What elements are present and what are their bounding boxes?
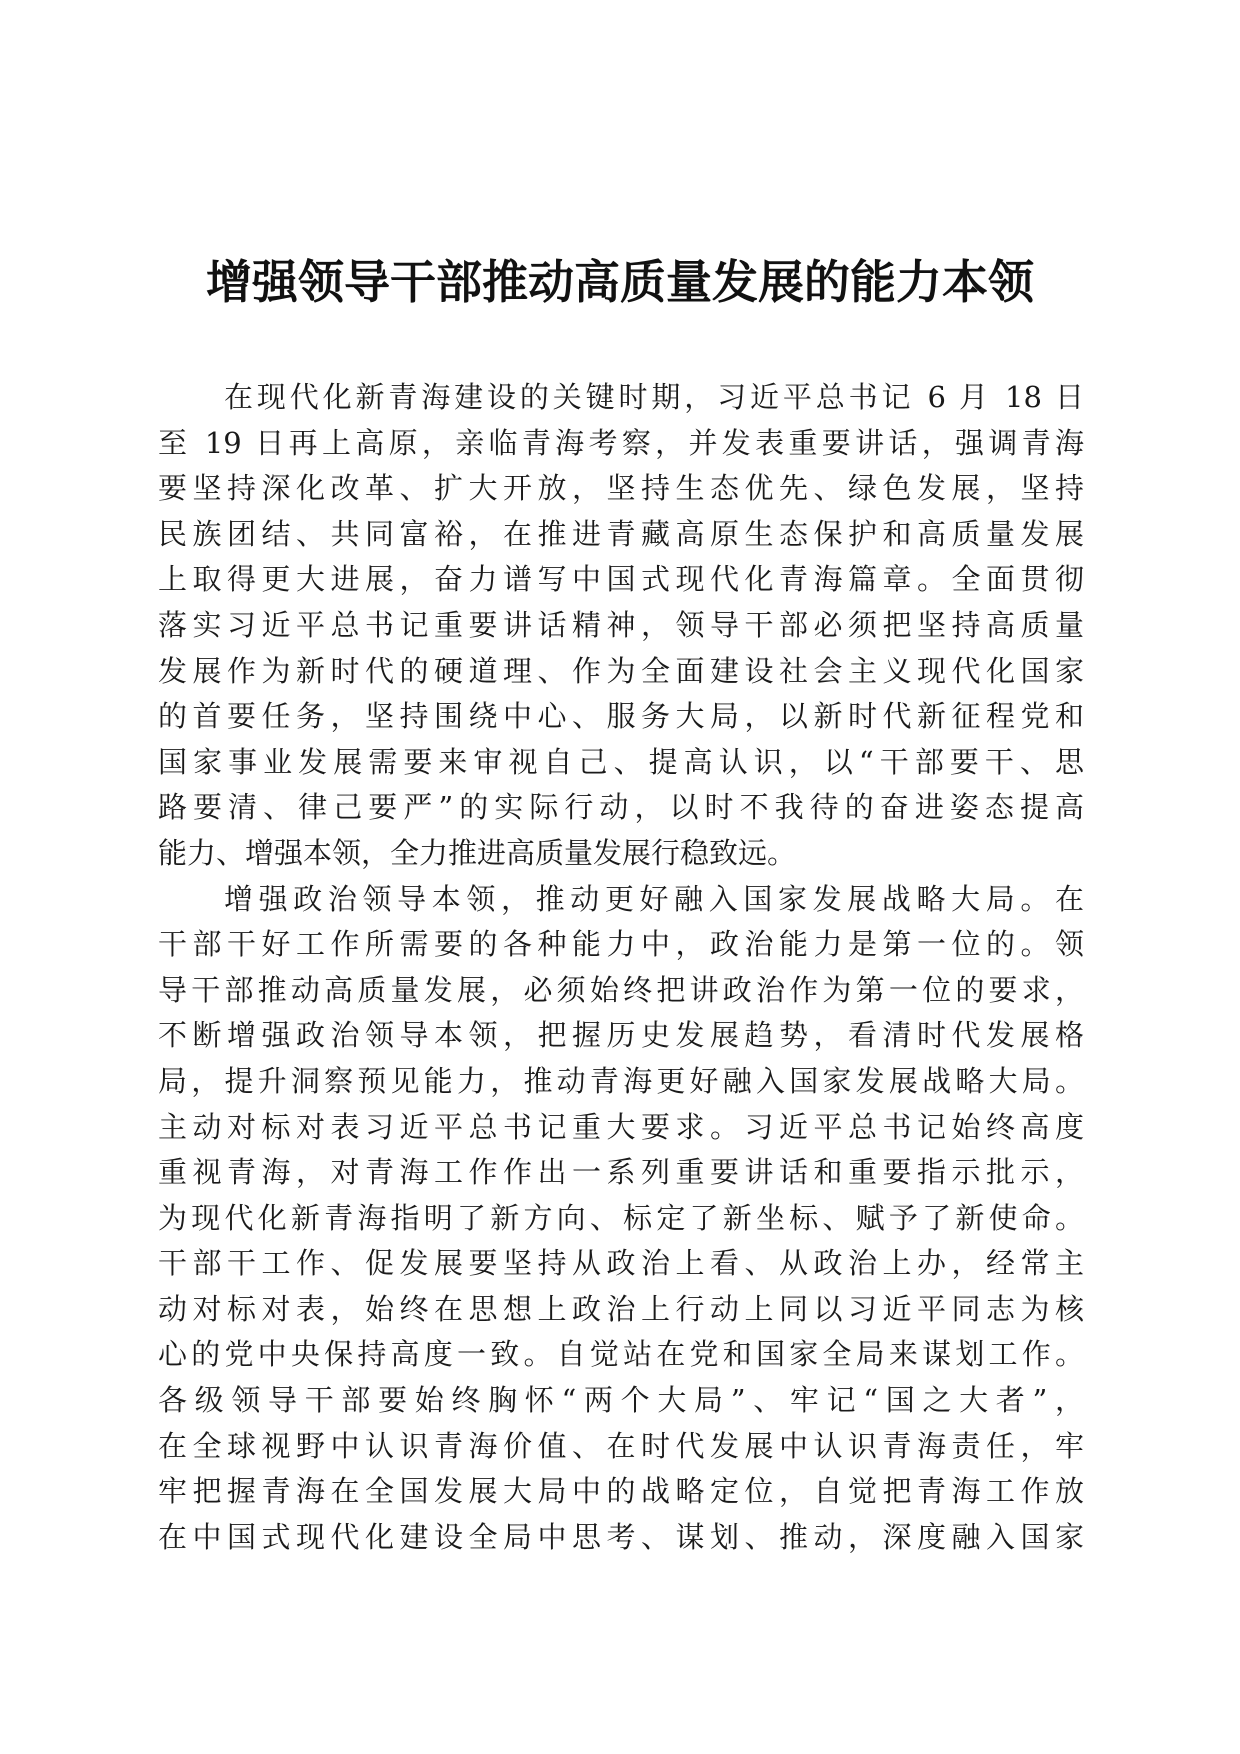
paragraph-1 xyxy=(158,375,1084,877)
text-line: 主动对标对表习近平总书记重大要求。习近平总书记始终高度 xyxy=(158,1109,1084,1144)
document-title: 增强领导干部推动高质量发展的能力本领 xyxy=(206,255,1034,309)
text-line: 上取得更大进展，奋力谱写中国式现代化青海篇章。全面贯彻 xyxy=(158,562,1084,597)
text-line: 发展作为新时代的硬道理、作为全面建设社会主义现代化国家 xyxy=(158,653,1084,688)
text-line: 路要清、律己要严”的实际行动，以时不我待的奋进姿态提高 xyxy=(158,790,1084,825)
text-line: 干部干好工作所需要的各种能力中，政治能力是第一位的。领 xyxy=(158,927,1084,962)
text-line: 在全球视野中认识青海价值、在时代发展中认识青海责任，牢 xyxy=(158,1428,1084,1463)
text-line: 心的党中央保持高度一致。自觉站在党和国家全局来谋划工作。 xyxy=(158,1337,1084,1372)
text-line: 在中国式现代化建设全局中思考、谋划、推动，深度融入国家 xyxy=(158,1519,1084,1554)
text-line: 民族团结、共同富裕，在推进青藏高原生态保护和高质量发展 xyxy=(158,516,1084,551)
paragraph-2 xyxy=(158,877,1084,1561)
text-line: 为现代化新青海指明了新方向、标定了新坐标、赋予了新使命。 xyxy=(158,1200,1084,1235)
text-line: 干部干工作、促发展要坚持从政治上看、从政治上办，经常主 xyxy=(158,1246,1084,1281)
text-line: 导干部推动高质量发展，必须始终把讲政治作为第一位的要求， xyxy=(158,972,1084,1007)
text-line: 在现代化新青海建设的关键时期，习近平总书记 6 月 18 日 xyxy=(224,380,1084,414)
text-line: 动对标对表，始终在思想上政治上行动上同以习近平同志为核 xyxy=(158,1291,1084,1326)
text-line: 不断增强政治领导本领，把握历史发展趋势，看清时代发展格 xyxy=(158,1018,1084,1053)
text-line: 要坚持深化改革、扩大开放，坚持生态优先、绿色发展，坚持 xyxy=(158,471,1084,506)
text-line: 牢把握青海在全国发展大局中的战略定位，自觉把青海工作放 xyxy=(158,1474,1084,1509)
text-line: 增强政治领导本领，推动更好融入国家发展战略大局。在 xyxy=(224,881,1084,916)
text-line: 的首要任务，坚持围绕中心、服务大局，以新时代新征程党和 xyxy=(158,699,1084,734)
text-line: 落实习近平总书记重要讲话精神，领导干部必须把坚持高质量 xyxy=(158,607,1084,642)
document-body xyxy=(158,375,1084,1560)
text-line: 各级领导干部要始终胸怀“两个大局”、牢记“国之大者”， xyxy=(158,1383,1084,1418)
text-line: 国家事业发展需要来审视自己、提高认识，以“干部要干、思 xyxy=(158,744,1084,779)
text-line: 局，提升洞察预见能力，推动青海更好融入国家发展战略大局。 xyxy=(158,1063,1084,1098)
text-line: 重视青海，对青海工作作出一系列重要讲话和重要指示批示， xyxy=(158,1155,1084,1190)
text-line: 能力、增强本领，全力推进高质量发展行稳致远。 xyxy=(158,835,797,870)
text-line: 至 19 日再上高原，亲临青海考察，并发表重要讲话，强调青海 xyxy=(158,425,1084,460)
